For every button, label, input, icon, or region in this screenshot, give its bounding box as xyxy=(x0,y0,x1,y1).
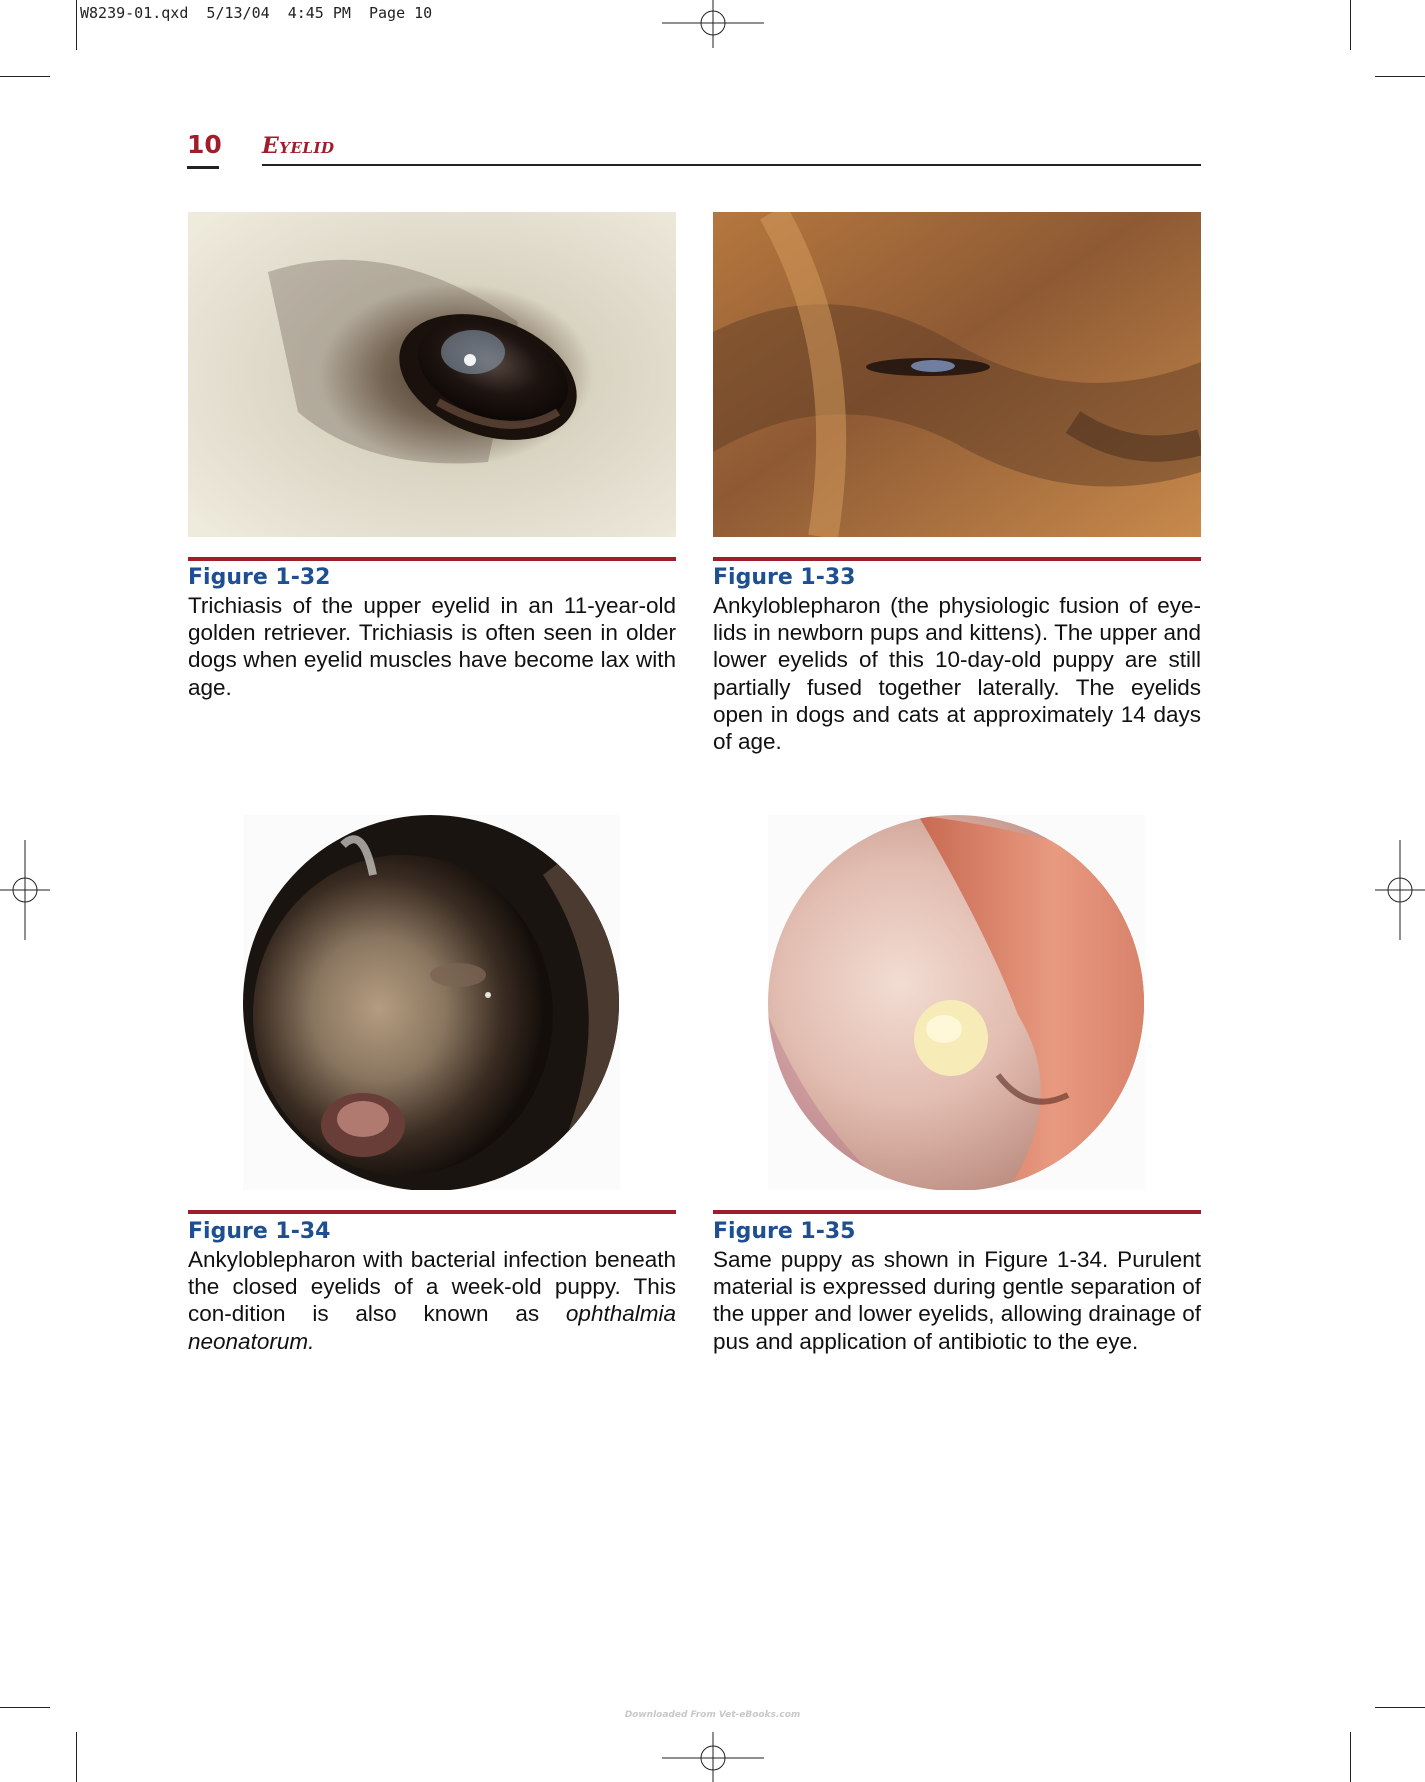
download-footer: Downloaded From Vet-eBooks.com xyxy=(624,1710,801,1720)
crop-mark xyxy=(1350,1732,1351,1782)
registration-mark-top xyxy=(662,0,764,48)
registration-mark-left xyxy=(0,840,50,940)
crop-mark xyxy=(1350,0,1351,50)
figure-1-34-photo xyxy=(243,815,620,1190)
crop-mark xyxy=(0,1707,50,1708)
figure-caption: Ankyloblepharon (the physiologic fusion of eye-lids in newborn pups and kittens). The upper and lower eyelids of this 10-day-old puppy are still partially fused together laterally. The eyelids open in dogs and cats at approximately 14 days of age. xyxy=(713,593,1201,755)
crop-mark xyxy=(1375,1707,1425,1708)
crop-mark xyxy=(76,0,77,50)
figure-caption: Same puppy as shown in Figure 1-34. Purulent material is expressed during gentle separation of the upper and lower eyelids, allowing drainage of pus and application of antibiotic to the eye. xyxy=(713,1247,1201,1354)
caption-rule xyxy=(713,1210,1201,1214)
figure-caption: Trichiasis of the upper eyelid in an 11-year-old golden retriever. Trichiasis is often seen in older dogs when eyelid muscles have become lax with age. xyxy=(188,593,676,700)
caption-rule xyxy=(188,557,676,561)
crop-mark xyxy=(1375,76,1425,77)
figure-label: Figure 1-35 xyxy=(713,1219,856,1244)
page-number-underline xyxy=(187,166,219,169)
page-number: 10 xyxy=(187,130,222,159)
running-head-rule xyxy=(262,164,1201,166)
caption-rule xyxy=(188,1210,676,1214)
figure-label: Figure 1-32 xyxy=(188,565,331,590)
figure-1-33-photo xyxy=(713,212,1201,537)
crop-mark xyxy=(0,76,50,77)
caption-rule xyxy=(713,557,1201,561)
figure-1-35-photo xyxy=(768,815,1145,1190)
registration-mark-right xyxy=(1375,840,1425,940)
running-head-title: Eyelid xyxy=(262,133,335,159)
registration-mark-bottom xyxy=(662,1732,764,1782)
figure-caption xyxy=(188,1246,676,1355)
crop-mark xyxy=(76,1732,77,1782)
figure-1-32-photo xyxy=(188,212,676,537)
print-slug: W8239-01.qxd 5/13/04 4:45 PM Page 10 xyxy=(80,4,433,22)
caption-text: Ankyloblepharon with bacterial infection beneath the closed eyelids of a week-old puppy. This con-dition is also known as xyxy=(188,1247,676,1327)
figure-label: Figure 1-34 xyxy=(188,1219,331,1244)
figure-label: Figure 1-33 xyxy=(713,565,856,590)
caption-italic-term: ophthalmia neonatorum. xyxy=(188,1301,676,1354)
